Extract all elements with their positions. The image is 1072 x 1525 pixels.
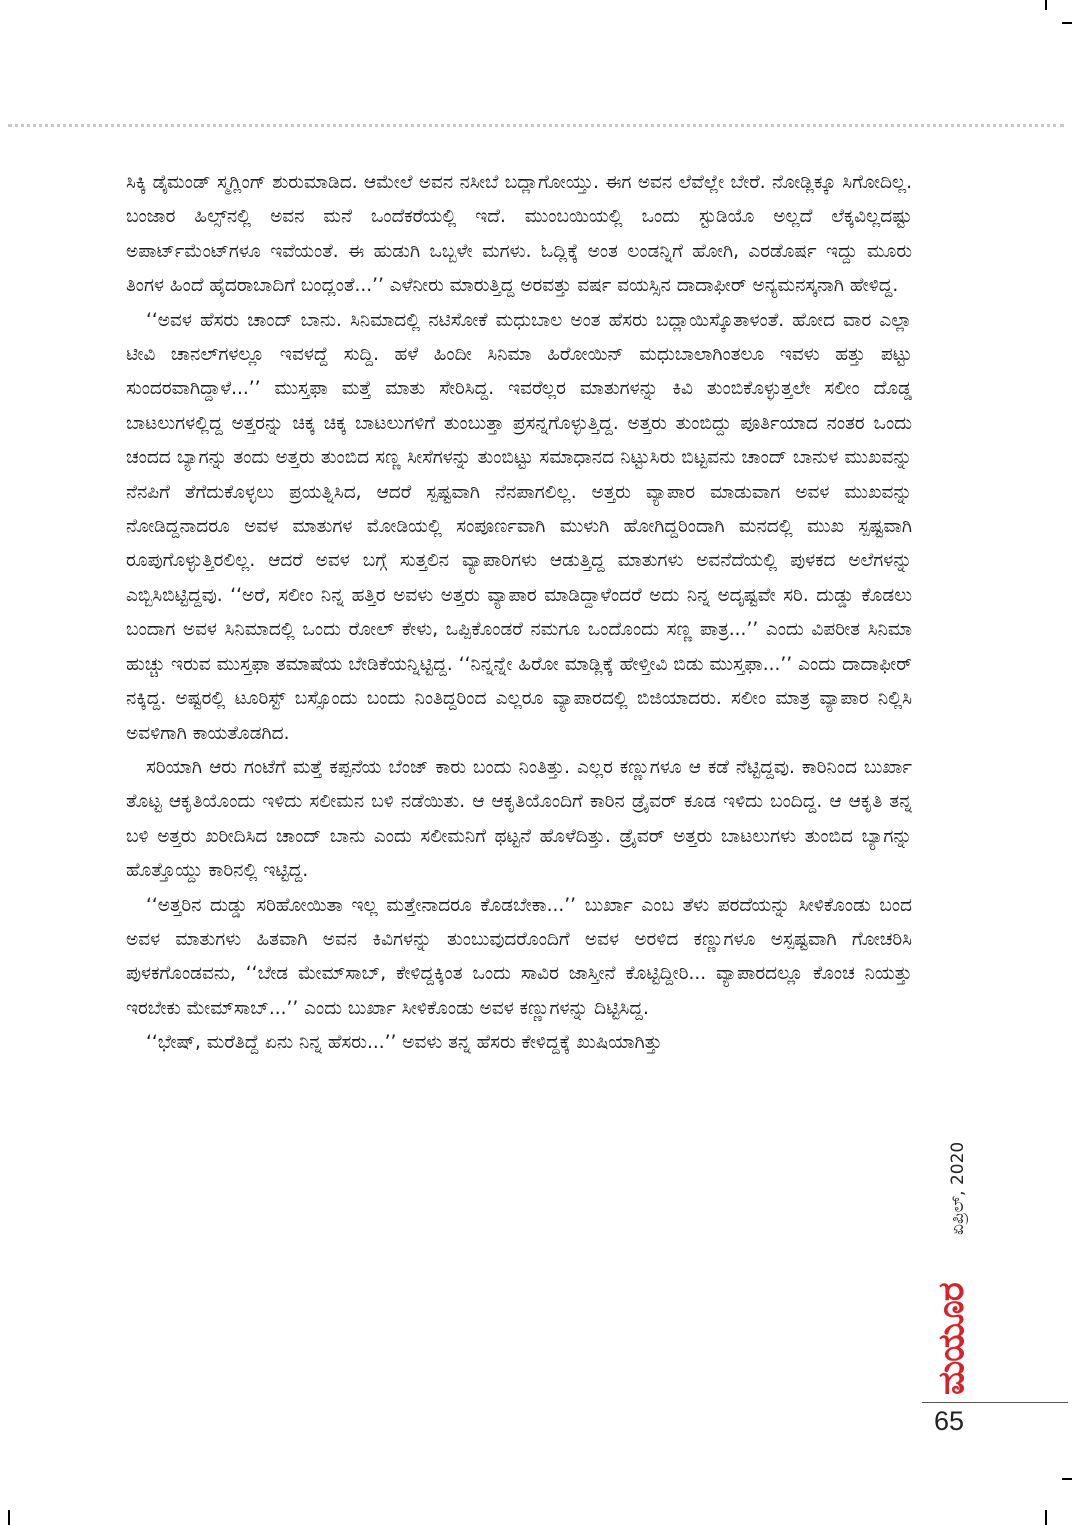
paragraph-2: ‘‘ಅವಳ ಹೆಸರು ಚಾಂದ್ ಬಾನು. ಸಿನಿಮಾದಲ್ಲಿ ನಟಿಸೋಕೆ ಮಧುಬಾಲ ಅಂತ ಹೆಸರು ಬದ್ಲಾಯಿಸ್ಕೊತಾಳಂತೆ. ಹೋದ ವಾರ ಎಲ್ಲಾ ಟೀವಿ ಚಾನಲ್‌ಗಳಲ್ಲೂ ಇವಳದ್ದೆ ಸುದ್ದಿ. ಹಳೆ ಹಿಂದೀ ಸಿನಿಮಾ ಹಿರೋಯಿನ್ ಮಧುಬಾಲಾಗಿಂತಲೂ ಇವಳು ಹತ್ತು ಪಟ್ಟು ಸುಂದರವಾಗಿದ್ದಾಳೆ...’’ ಮುಸ್ತಫಾ ಮತ್ತೆ ಮಾತು ಸೇರಿಸಿದ್ದ. ಇವರೆಲ್ಲರ ಮಾತುಗಳನ್ನು ಕಿವಿ ತುಂಬಿಕೊಳ್ಳುತ್ತಲೇ ಸಲೀಂ ದೊಡ್ಡ ಬಾಟಲುಗಳಲ್ಲಿದ್ದ ಅತ್ತರನ್ನು ಚಿಕ್ಕ ಚಿಕ್ಕ ಬಾಟಲುಗಳಿಗೆ ತುಂಬುತ್ತಾ ಪ್ರಸನ್ನಗೊಳ್ಳುತ್ತಿದ್ದ. ಅತ್ತರು ತುಂಬಿದ್ದು ಪೂರ್ತಿಯಾದ ನಂತರ ಒಂದು ಚಂದದ ಬ್ಯಾಗನ್ನು ತಂದು ಅತ್ತರು ತುಂಬಿದ ಸಣ್ಣ ಸೀಸೆಗಳನ್ನು ತುಂಬಿಟ್ಟು ಸಮಾಧಾನದ ನಿಟ್ಟುಸಿರು ಬಿಟ್ಟವನು ಚಾಂದ್ ಬಾನುಳ ಮುಖವನ್ನು ನೆನಪಿಗೆ ತೆಗೆದುಕೊಳ್ಳಲು ಪ್ರಯತ್ನಿಸಿದ, ಆದರೆ ಸ್ಪಷ್ಟವಾಗಿ ನೆನಪಾಗಲಿಲ್ಲ. ಅತ್ತರು ವ್ಯಾಪಾರ ಮಾಡುವಾಗ ಅವಳ ಮುಖವನ್ನು ನೋಡಿದ್ದನಾದರೂ ಅವಳ ಮಾತುಗಳ ಮೋಡಿಯಲ್ಲಿ ಸಂಪೂರ್ಣವಾಗಿ ಮುಳುಗಿ ಹೋಗಿದ್ದರಿಂದಾಗಿ ಮನದಲ್ಲಿ ಮುಖ ಸ್ಪಷ್ಟವಾಗಿ ರೂಪುಗೊಳ್ಳುತ್ತಿರಲಿಲ್ಲ. ಆದರೆ ಅವಳ ಬಗ್ಗೆ ಸುತ್ತಲಿನ ವ್ಯಾಪಾರಿಗಳು ಆಡುತ್ತಿದ್ದ ಮಾತುಗಳು ಅವನೆದೆಯಲ್ಲಿ ಪುಳಕದ ಅಲೆಗಳನ್ನು ಎಬ್ಬಿಸಿಬಿಟ್ಟಿದ್ದವು. ‘‘ಅರೆ, ಸಲೀಂ ನಿನ್ನ ಹತ್ತಿರ ಅವಳು ಅತ್ತರು ವ್ಯಾಪಾರ ಮಾಡಿದ್ದಾಳೆಂದರೆ ಅದು ನಿನ್ನ ಅದೃಷ್ಟವೇ ಸರಿ. ದುಡ್ಡು ಕೊಡಲು ಬಂದಾಗ ಅವಳ ಸಿನಿಮಾದಲ್ಲಿ ಒಂದು ರೋಲ್ ಕೇಳು, ಒಪ್ಪಿಕೊಂಡರೆ ನಮಗೂ ಒಂದೊಂದು ಸಣ್ಣ ಪಾತ್ರ...’’ ಎಂದು ವಿಪರೀತ ಸಿನಿಮಾ ಹುಚ್ಚು ಇರುವ ಮುಸ್ತಫಾ ತಮಾಷೆಯ ಬೇಡಿಕೆಯನ್ನಿಟ್ಟಿದ್ದ. ‘‘ನಿನ್ನನ್ನೇ ಹಿರೋ ಮಾಡ್ಲಿಕ್ಕೆ ಹೇಳ್ತೀವಿ ಬಿಡು ಮುಸ್ತಫಾ...’’ ಎಂದು ದಾದಾಫೀರ್ ನಕ್ಕಿದ್ದ. ಅಷ್ಟರಲ್ಲಿ ಟೂರಿಸ್ಟ್ ಬಸ್ಸೊಂದು ಬಂದು ನಿಂತಿದ್ದರಿಂದ ಎಲ್ಲರೂ ವ್ಯಾಪಾರದಲ್ಲಿ ಬಿಜಿಯಾದರು. ಸಲೀಂ ಮಾತ್ರ ವ್ಯಾಪಾರ ನಿಲ್ಲಿಸಿ ಅವಳಿಗಾಗಿ ಕಾಯತೊಡಗಿದ.: [126, 309, 912, 744]
issue-date: ಏಪ್ರಿಲ್, 2020: [948, 1141, 968, 1235]
header-dotted-rule: [8, 124, 1064, 127]
crop-mark-right-top: [1062, 22, 1072, 24]
paragraph-4: ‘‘ಅತ್ತರಿನ ದುಡ್ಡು ಸರಿಹೋಯಿತಾ ಇಲ್ಲ ಮತ್ತೇನಾದರೂ ಕೊಡಬೇಕಾ...’’ ಬುರ್ಖಾ ಎಂಬ ತೆಳು ಪರದೆಯನ್ನು ಸೀಳಿಕೊಂಡು ಬಂದ ಅವಳ ಮಾತುಗಳು ಹಿತವಾಗಿ ಅವನ ಕಿವಿಗಳನ್ನು ತುಂಬುವುದರೊಂದಿಗೆ ಅವಳ ಅರಳಿದ ಕಣ್ಣುಗಳೂ ಅಸ್ಪಷ್ಟವಾಗಿ ಗೋಚರಿಸಿ ಪುಳಕಗೊಂಡವನು, ‘‘ಬೇಡ ಮೇಮ್‌ಸಾಬ್, ಕೇಳಿದ್ದಕ್ಕಿಂತ ಒಂದು ಸಾವಿರ ಜಾಸ್ತೀನೆ ಕೊಟ್ಟಿದ್ದೀರಿ... ವ್ಯಾಪಾರದಲ್ಲೂ ಕೊಂಚ ನಿಯತ್ತು ಇರಬೇಕು ಮೇಮ್‌ಸಾಬ್...’’ ಎಂದು ಬುರ್ಖಾ ಸೀಳಿಕೊಂಡು ಅವಳ ಕಣ್ಣುಗಳನ್ನು ದಿಟ್ಟಿಸಿದ್ದ.: [126, 894, 912, 1019]
paragraph-5: ‘‘ಭೇಷ್, ಮರೆತಿದ್ದೆ ಏನು ನಿನ್ನ ಹೆಸರು...’’ ಅವಳು ತನ್ನ ಹೆಸರು ಕೇಳಿದ್ದಕ್ಕೆ ಖುಷಿಯಾಗಿತ್ತು: [146, 1032, 663, 1054]
crop-mark-bottom-right: [1045, 1510, 1047, 1525]
magazine-logo: ಮಯೂರ: [931, 1283, 972, 1395]
paragraph-1: ಸಿಕ್ಕಿ ಡೈಮಂಡ್ ಸ್ಮಗ್ಲಿಂಗ್ ಶುರುಮಾಡಿದ. ಆಮೇಲೆ ಅವನ ನಸೀಬೆ ಬದ್ಲಾಗೋಯ್ತು. ಈಗ ಅವನ ಲೆವೆಲ್ಲೇ ಬೇರೆ. ನೋಡ್ಲಿಕ್ಕೂ ಸಿಗೋದಿಲ್ಲ. ಬಂಜಾರ ಹಿಲ್ಸ್‌ನಲ್ಲಿ ಅವನ ಮನೆ ಒಂದೆಕರೆಯಲ್ಲಿ ಇದೆ. ಮುಂಬಯಿಯಲ್ಲಿ ಒಂದು ಸ್ಟುಡಿಯೊ ಅಲ್ಲದೆ ಲೆಕ್ಕವಿಲ್ಲದಷ್ಟು ಅಪಾರ್ಟ್‌ಮೆಂಟ್‌ಗಳೂ ಇವೆಯಂತೆ. ಈ ಹುಡುಗಿ ಒಬ್ಬಳೇ ಮಗಳು. ಓದ್ಲಿಕ್ಕೆ ಅಂತ ಲಂಡನ್ನಿಗೆ ಹೋಗಿ, ಎರಡೊರ್ಷ ಇದ್ದು ಮೂರು ತಿಂಗಳ ಹಿಂದೆ ಹೈದರಾಬಾದಿಗೆ ಬಂದ್ಲಂತೆ...’’ ಎಳೆನೀರು ಮಾರುತ್ತಿದ್ದ ಅರವತ್ತು ವರ್ಷ ವಯಸ್ಸಿನ ದಾದಾಫೀರ್ ಅನ್ಯಮನಸ್ಕನಾಗಿ ಹೇಳಿದ್ದ.: [126, 172, 912, 297]
crop-mark-bottom-left: [8, 1510, 10, 1525]
footer-rule: [922, 1402, 1068, 1403]
crop-mark-top-right: [1045, 0, 1047, 10]
article-body: [126, 166, 912, 1061]
paragraph-3: ಸರಿಯಾಗಿ ಆರು ಗಂಟೆಗೆ ಮತ್ತೆ ಕಪ್ಪನೆಯ ಬೆಂಜ್ ಕಾರು ಬಂದು ನಿಂತಿತ್ತು. ಎಲ್ಲರ ಕಣ್ಣುಗಳೂ ಆ ಕಡೆ ನೆಟ್ಟಿದ್ದವು. ಕಾರಿನಿಂದ ಬುರ್ಖಾ ತೊಟ್ಟ ಆಕೃತಿಯೊಂದು ಇಳಿದು ಸಲೀಮನ ಬಳಿ ನಡೆಯಿತು. ಆ ಆಕೃತಿಯೊಂದಿಗೆ ಕಾರಿನ ಡ್ರೈವರ್ ಕೂಡ ಇಳಿದು ಬಂದಿದ್ದ. ಆ ಆಕೃತಿ ತನ್ನ ಬಳಿ ಅತ್ತರು ಖರೀದಿಸಿದ ಚಾಂದ್ ಬಾನು ಎಂದು ಸಲೀಮನಿಗೆ ಥಟ್ಟನೆ ಹೊಳೆದಿತ್ತು. ಡ್ರೈವರ್ ಅತ್ತರು ಬಾಟಲುಗಳು ತುಂಬಿದ ಬ್ಯಾಗನ್ನು ಹೊತ್ತೊಯ್ದು ಕಾರಿನಲ್ಲಿ ಇಟ್ಟಿದ್ದ.: [126, 756, 912, 882]
page-number: 65: [934, 1406, 965, 1436]
crop-mark-right-bottom: [1062, 1478, 1072, 1480]
